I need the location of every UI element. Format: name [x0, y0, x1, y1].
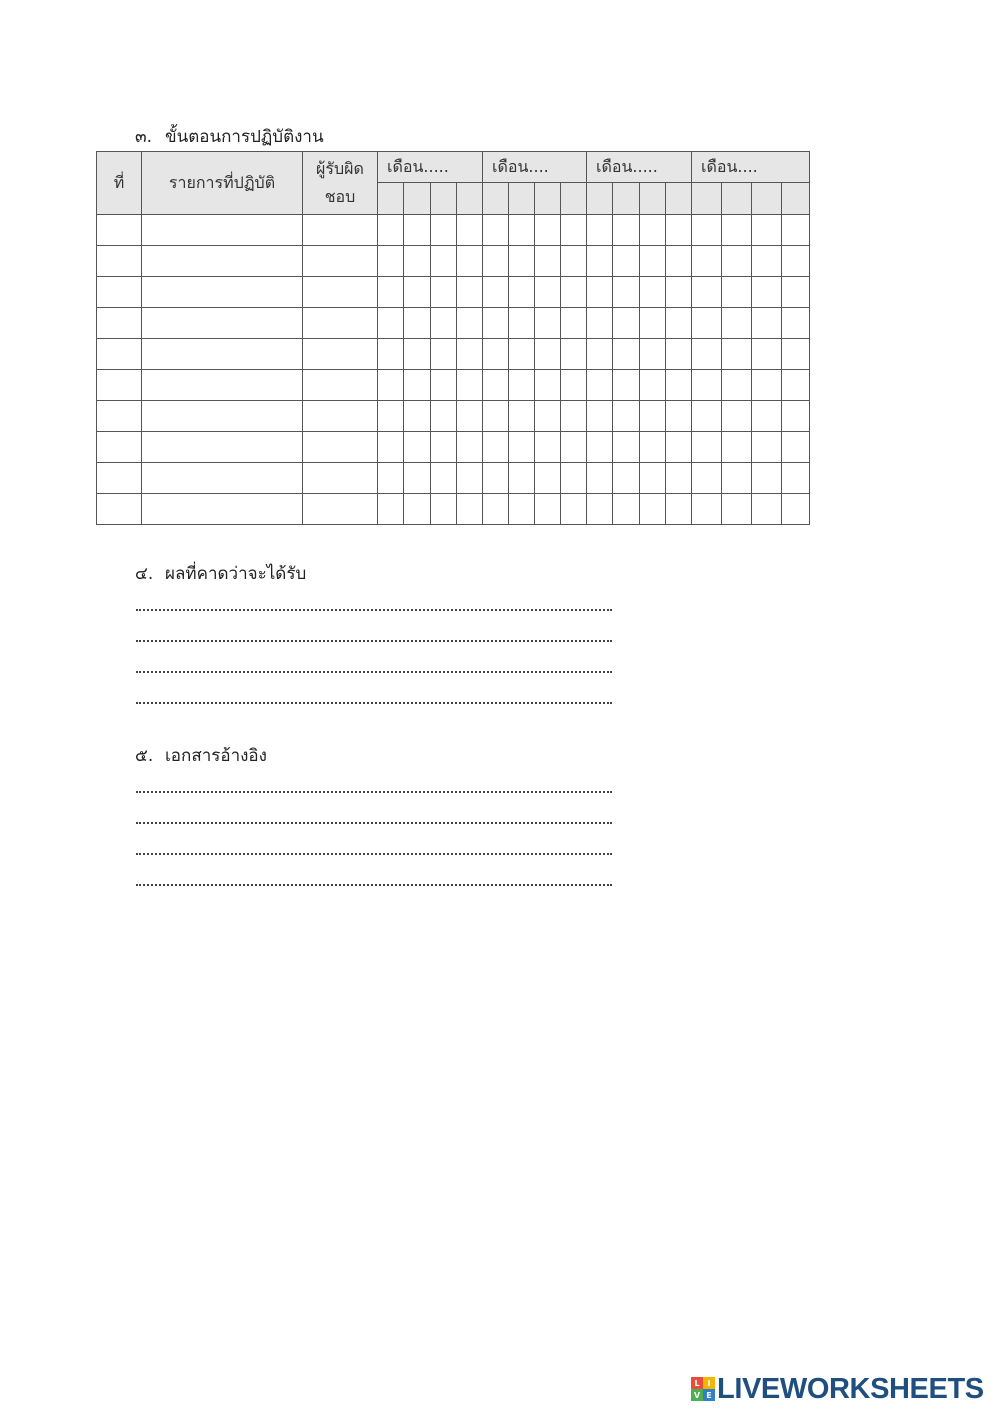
table-cell[interactable] — [483, 432, 509, 463]
table-cell[interactable] — [666, 308, 692, 339]
week-header-cell — [404, 183, 431, 215]
table-cell[interactable] — [692, 308, 722, 339]
table-cell[interactable] — [692, 246, 722, 277]
table-row — [97, 494, 810, 525]
table-cell[interactable] — [97, 494, 142, 525]
table-cell[interactable] — [587, 401, 613, 432]
table-cell[interactable] — [483, 401, 509, 432]
table-cell[interactable] — [587, 277, 613, 308]
table-cell[interactable] — [613, 215, 640, 246]
table-cell[interactable] — [404, 401, 431, 432]
table-cell[interactable] — [666, 401, 692, 432]
table-cell[interactable] — [752, 308, 782, 339]
table-cell[interactable] — [431, 308, 457, 339]
table-cell[interactable] — [142, 246, 303, 277]
week-header-cell — [535, 183, 561, 215]
section4-heading — [135, 563, 306, 585]
table-cell[interactable] — [692, 339, 722, 370]
table-cell[interactable] — [640, 401, 666, 432]
section3-number: ๓. — [135, 127, 153, 147]
table-cell[interactable] — [303, 370, 378, 401]
table-cell[interactable] — [303, 494, 378, 525]
table-cell[interactable] — [535, 432, 561, 463]
brand-logo-letter: I — [703, 1377, 715, 1389]
table-cell[interactable] — [97, 463, 142, 494]
table-cell[interactable] — [692, 370, 722, 401]
table-cell[interactable] — [509, 246, 535, 277]
table-cell[interactable] — [561, 370, 587, 401]
table-cell[interactable] — [722, 370, 752, 401]
table-cell[interactable] — [431, 246, 457, 277]
table-cell[interactable] — [483, 339, 509, 370]
table-cell[interactable] — [509, 370, 535, 401]
table-cell[interactable] — [142, 277, 303, 308]
table-cell[interactable] — [613, 432, 640, 463]
table-cell[interactable] — [752, 432, 782, 463]
table-cell[interactable] — [457, 401, 483, 432]
table-cell[interactable] — [640, 370, 666, 401]
table-cell[interactable] — [561, 246, 587, 277]
week-header-cell — [692, 183, 722, 215]
table-cell[interactable] — [142, 401, 303, 432]
table-cell[interactable] — [613, 277, 640, 308]
section4-answer-line[interactable] — [136, 702, 612, 704]
table-cell[interactable] — [692, 494, 722, 525]
table-cell[interactable] — [431, 463, 457, 494]
table-cell[interactable] — [722, 246, 752, 277]
table-cell[interactable] — [722, 463, 752, 494]
table-cell[interactable] — [97, 432, 142, 463]
brand-logo-letter: L — [691, 1377, 703, 1389]
table-cell[interactable] — [782, 494, 810, 525]
table-cell[interactable] — [457, 370, 483, 401]
liveworksheets-brand — [691, 1374, 984, 1404]
table-cell[interactable] — [587, 215, 613, 246]
table-cell[interactable] — [431, 494, 457, 525]
table-cell[interactable] — [587, 339, 613, 370]
table-cell[interactable] — [457, 308, 483, 339]
table-cell[interactable] — [378, 494, 404, 525]
table-cell[interactable] — [535, 246, 561, 277]
table-cell[interactable] — [535, 277, 561, 308]
table-cell[interactable] — [378, 339, 404, 370]
section5-number: ๕. — [135, 746, 154, 766]
table-cell[interactable] — [97, 401, 142, 432]
brand-text: LIVEWORKSHEETS — [717, 1373, 984, 1405]
table-cell[interactable] — [303, 246, 378, 277]
table-cell[interactable] — [404, 277, 431, 308]
table-row — [97, 215, 810, 246]
section3-title: ขั้นตอนการปฏิบัติงาน — [165, 127, 324, 147]
table-cell[interactable] — [782, 308, 810, 339]
table-cell[interactable] — [509, 432, 535, 463]
table-cell[interactable] — [142, 370, 303, 401]
table-cell[interactable] — [640, 308, 666, 339]
table-row — [97, 401, 810, 432]
table-cell[interactable] — [431, 277, 457, 308]
section5-answer-line[interactable] — [136, 822, 612, 824]
week-header-cell — [722, 183, 752, 215]
table-cell[interactable] — [613, 463, 640, 494]
table-cell[interactable] — [613, 494, 640, 525]
table-cell[interactable] — [640, 463, 666, 494]
week-header-cell — [483, 183, 509, 215]
week-header-cell — [561, 183, 587, 215]
table-row — [97, 246, 810, 277]
table-cell[interactable] — [587, 432, 613, 463]
table-cell[interactable] — [404, 432, 431, 463]
table-cell[interactable] — [587, 494, 613, 525]
table-cell[interactable] — [782, 277, 810, 308]
table-cell[interactable] — [404, 339, 431, 370]
table-cell[interactable] — [561, 339, 587, 370]
table-cell[interactable] — [509, 463, 535, 494]
table-cell[interactable] — [752, 463, 782, 494]
table-cell[interactable] — [457, 463, 483, 494]
table-cell[interactable] — [404, 308, 431, 339]
table-cell[interactable] — [457, 215, 483, 246]
table-cell[interactable] — [752, 246, 782, 277]
table-cell[interactable] — [303, 215, 378, 246]
table-cell[interactable] — [782, 370, 810, 401]
table-cell[interactable] — [722, 401, 752, 432]
table-cell[interactable] — [303, 339, 378, 370]
section4-number: ๔. — [135, 564, 154, 584]
table-cell[interactable] — [587, 308, 613, 339]
table-cell[interactable] — [431, 215, 457, 246]
table-cell[interactable] — [561, 277, 587, 308]
table-cell[interactable] — [97, 370, 142, 401]
table-cell[interactable] — [483, 494, 509, 525]
table-cell[interactable] — [640, 432, 666, 463]
table-cell[interactable] — [561, 463, 587, 494]
table-cell[interactable] — [483, 277, 509, 308]
table-cell[interactable] — [587, 463, 613, 494]
header-responsible: ผู้รับผิดชอบ — [303, 152, 378, 215]
table-cell[interactable] — [692, 215, 722, 246]
section5-title: เอกสารอ้างอิง — [165, 746, 267, 766]
table-cell[interactable] — [722, 339, 752, 370]
table-cell[interactable] — [561, 308, 587, 339]
table-cell[interactable] — [404, 246, 431, 277]
table-cell[interactable] — [613, 246, 640, 277]
brand-logo-letter: E — [703, 1389, 715, 1401]
table-cell[interactable] — [692, 432, 722, 463]
table-cell[interactable] — [640, 246, 666, 277]
table-cell[interactable] — [509, 277, 535, 308]
table-cell[interactable] — [404, 494, 431, 525]
header-month-1: เดือน..... — [378, 152, 483, 183]
table-cell[interactable] — [378, 308, 404, 339]
section4-answer-line[interactable] — [136, 609, 612, 611]
table-cell[interactable] — [535, 494, 561, 525]
table-cell[interactable] — [457, 246, 483, 277]
week-header-cell — [613, 183, 640, 215]
work-plan-table — [96, 151, 810, 525]
table-cell[interactable] — [431, 370, 457, 401]
week-header-cell — [431, 183, 457, 215]
table-cell[interactable] — [640, 277, 666, 308]
table-cell[interactable] — [640, 494, 666, 525]
table-cell[interactable] — [782, 401, 810, 432]
table-cell[interactable] — [666, 277, 692, 308]
table-cell[interactable] — [483, 308, 509, 339]
table-cell[interactable] — [692, 401, 722, 432]
table-cell[interactable] — [97, 215, 142, 246]
table-cell[interactable] — [782, 215, 810, 246]
table-cell[interactable] — [535, 463, 561, 494]
table-cell[interactable] — [752, 494, 782, 525]
table-cell[interactable] — [97, 308, 142, 339]
table-cell[interactable] — [303, 277, 378, 308]
section5-answer-line[interactable] — [136, 884, 612, 886]
table-cell[interactable] — [97, 339, 142, 370]
table-cell[interactable] — [431, 401, 457, 432]
section5-heading — [135, 745, 267, 767]
table-cell[interactable] — [97, 277, 142, 308]
table-cell[interactable] — [303, 463, 378, 494]
table-cell[interactable] — [404, 463, 431, 494]
table-cell[interactable] — [782, 246, 810, 277]
table-cell[interactable] — [587, 370, 613, 401]
table-cell[interactable] — [535, 401, 561, 432]
brand-logo-icon — [691, 1377, 715, 1401]
brand-logo-letter: V — [691, 1389, 703, 1401]
table-cell[interactable] — [561, 494, 587, 525]
section5-answer-line[interactable] — [136, 791, 612, 793]
table-cell[interactable] — [404, 370, 431, 401]
header-month-3: เดือน..... — [587, 152, 692, 183]
section4-answer-line[interactable] — [136, 671, 612, 673]
week-header-cell — [587, 183, 613, 215]
header-item: รายการที่ปฏิบัติ — [142, 152, 303, 215]
section5-answer-line[interactable] — [136, 853, 612, 855]
table-cell[interactable] — [613, 401, 640, 432]
table-cell[interactable] — [457, 432, 483, 463]
table-cell[interactable] — [782, 432, 810, 463]
table-cell[interactable] — [752, 277, 782, 308]
table-cell[interactable] — [752, 215, 782, 246]
table-row — [97, 463, 810, 494]
table-cell[interactable] — [752, 401, 782, 432]
table-cell[interactable] — [613, 370, 640, 401]
table-cell[interactable] — [431, 432, 457, 463]
table-cell[interactable] — [640, 339, 666, 370]
table-cell[interactable] — [535, 308, 561, 339]
week-header-cell — [752, 183, 782, 215]
table-cell[interactable] — [640, 215, 666, 246]
week-header-cell — [666, 183, 692, 215]
table-cell[interactable] — [483, 463, 509, 494]
table-cell[interactable] — [142, 463, 303, 494]
table-cell[interactable] — [404, 215, 431, 246]
header-month-2: เดือน.... — [483, 152, 587, 183]
table-cell[interactable] — [666, 432, 692, 463]
table-cell[interactable] — [561, 215, 587, 246]
table-cell[interactable] — [303, 432, 378, 463]
table-cell[interactable] — [587, 246, 613, 277]
table-cell[interactable] — [613, 339, 640, 370]
table-cell[interactable] — [561, 401, 587, 432]
table-cell[interactable] — [509, 494, 535, 525]
table-row — [97, 339, 810, 370]
table-cell[interactable] — [142, 339, 303, 370]
table-cell[interactable] — [666, 339, 692, 370]
table-cell[interactable] — [692, 463, 722, 494]
week-header-cell — [378, 183, 404, 215]
table-cell[interactable] — [457, 277, 483, 308]
table-cell[interactable] — [142, 215, 303, 246]
table-row — [97, 432, 810, 463]
table-cell[interactable] — [752, 339, 782, 370]
section4-title: ผลที่คาดว่าจะได้รับ — [165, 564, 307, 584]
table-cell[interactable] — [752, 370, 782, 401]
table-cell[interactable] — [692, 277, 722, 308]
table-cell[interactable] — [535, 215, 561, 246]
table-cell[interactable] — [378, 246, 404, 277]
table-cell[interactable] — [535, 339, 561, 370]
week-header-cell — [782, 183, 810, 215]
table-cell[interactable] — [613, 308, 640, 339]
table-cell[interactable] — [509, 401, 535, 432]
table-cell[interactable] — [483, 215, 509, 246]
table-cell[interactable] — [457, 339, 483, 370]
table-cell[interactable] — [142, 308, 303, 339]
table-cell[interactable] — [722, 494, 752, 525]
table-cell[interactable] — [666, 494, 692, 525]
table-cell[interactable] — [483, 370, 509, 401]
table-cell[interactable] — [782, 339, 810, 370]
table-cell[interactable] — [666, 246, 692, 277]
table-cell[interactable] — [782, 463, 810, 494]
table-row — [97, 370, 810, 401]
table-cell[interactable] — [378, 432, 404, 463]
table-cell[interactable] — [509, 308, 535, 339]
table-cell[interactable] — [666, 370, 692, 401]
header-month-4: เดือน.... — [692, 152, 810, 183]
table-cell[interactable] — [142, 494, 303, 525]
table-cell[interactable] — [666, 215, 692, 246]
table-cell[interactable] — [303, 401, 378, 432]
section3-heading — [135, 126, 324, 148]
week-header-cell — [509, 183, 535, 215]
table-cell[interactable] — [722, 308, 752, 339]
table-row — [97, 277, 810, 308]
week-header-cell — [640, 183, 666, 215]
table-cell[interactable] — [303, 308, 378, 339]
table-cell[interactable] — [378, 401, 404, 432]
table-cell[interactable] — [509, 215, 535, 246]
table-cell[interactable] — [378, 463, 404, 494]
table-cell[interactable] — [666, 463, 692, 494]
table-cell[interactable] — [457, 494, 483, 525]
table-cell[interactable] — [535, 370, 561, 401]
section4-answer-line[interactable] — [136, 640, 612, 642]
table-cell[interactable] — [722, 277, 752, 308]
table-cell[interactable] — [561, 432, 587, 463]
week-header-cell — [457, 183, 483, 215]
table-cell[interactable] — [509, 339, 535, 370]
table-cell[interactable] — [431, 339, 457, 370]
table-cell[interactable] — [722, 215, 752, 246]
table-row — [97, 308, 810, 339]
table-cell[interactable] — [378, 277, 404, 308]
header-no: ที่ — [97, 152, 142, 215]
table-cell[interactable] — [97, 246, 142, 277]
table-cell[interactable] — [142, 432, 303, 463]
table-cell[interactable] — [483, 246, 509, 277]
table-cell[interactable] — [378, 370, 404, 401]
table-cell[interactable] — [722, 432, 752, 463]
table-cell[interactable] — [378, 215, 404, 246]
